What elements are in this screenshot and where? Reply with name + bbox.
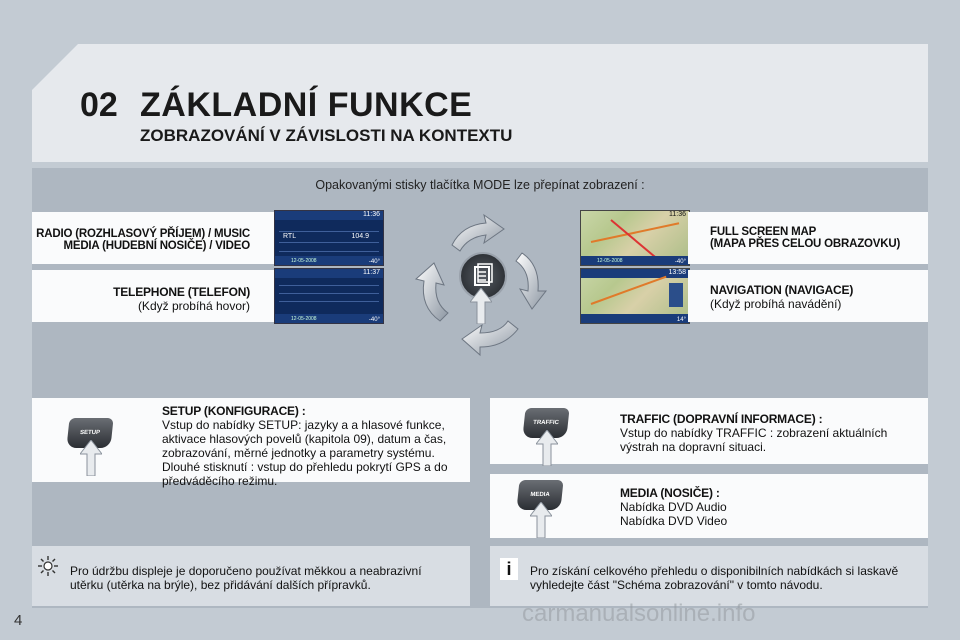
map-screen-date: 12-05-2008 [597,258,623,264]
map-screen-time: 11:36 [669,211,686,218]
media-line-2: Nabídka DVD Video [620,514,728,528]
setup-line-3: zobrazování, měrné jednotky a parametry systému. [162,446,435,460]
setup-line-5: předváděcího režimu. [162,474,278,488]
up-arrow-icon [470,288,492,324]
radio-mode-line1: RADIO (ROZHLASOVÝ PŘÍJEM) / MUSIC [36,228,250,240]
radio-mode-line2: MEDIA (HUDEBNÍ NOSIČE) / VIDEO [63,240,250,252]
phone-screen-date: 12-05-2008 [291,316,317,322]
setup-button[interactable]: SETUP [66,418,113,448]
fullmap-mode-line1: FULL SCREEN MAP [710,226,817,238]
care-note [32,546,470,606]
info-note-line-1: Pro získání celkového přehledu o disponibilních nabídkách si laskavě [530,564,899,578]
chapter-number: 02 [80,86,118,124]
setup-title: SETUP (KONFIGURACE) : [162,404,306,418]
traffic-button[interactable]: TRAFFIC [522,408,569,438]
up-arrow-icon [536,430,558,466]
navigation-mode-box [688,270,928,322]
map-screen-thumbnail [580,210,690,266]
care-note-line-1: Pro údržbu displeje je doporučeno používat měkkou a neabrazivní [70,564,422,578]
sun-icon [38,556,58,576]
info-note-line-2: vyhledejte část "Schéma zobrazování" v tomto návodu. [530,578,823,592]
telephone-mode-title: TELEPHONE (TELEFON) [113,285,250,299]
setup-line-1: Vstup do nabídky SETUP: jazyky a a hlasové funkce, [162,418,445,432]
phone-screen-temp: -40° [368,317,380,323]
fullmap-mode-line2: (MAPA PŘES CELOU OBRAZOVKU) [710,238,901,250]
radio-mode-box [32,212,274,264]
page-number: 4 [14,612,23,629]
radio-screen-freq: 104.9 [351,233,369,240]
map-screen-temp: -40° [674,259,686,265]
care-note-line-2: utěrku (utěrka na brýle), bez přidávání dalších přípravků. [70,578,371,592]
radio-screen-temp: -40° [368,259,380,265]
media-title: MEDIA (NOSIČE) : [620,486,720,500]
info-icon: i [500,558,518,580]
traffic-line-2: výstrah na dopravní situaci. [620,440,767,454]
intro-text: Opakovanými stisky tlačítka MODE lze přepínat zobrazení : [315,178,645,192]
radio-screen-thumbnail [274,210,384,266]
telephone-mode-box [32,270,274,322]
page-subtitle: ZOBRAZOVÁNÍ V ZÁVISLOSTI NA KONTEXTU [140,126,513,145]
media-button[interactable]: MEDIA [516,480,563,510]
info-note [490,546,928,606]
fullmap-mode-box [688,212,928,264]
radio-screen-time: 11:36 [363,211,380,218]
setup-line-2: aktivace hlasových povelů (kapitola 09), datum a čas, [162,432,447,446]
radio-screen-date: 12-05-2008 [291,258,317,264]
page-title: ZÁKLADNÍ FUNKCE [140,86,473,124]
phone-screen-thumbnail [274,268,384,324]
nav-screen-time: 13:58 [668,269,686,276]
navigation-mode-title: NAVIGATION (NAVIGACE) [710,283,854,297]
media-line-1: Nabídka DVD Audio [620,500,727,514]
up-arrow-icon [530,502,552,538]
up-arrow-icon [80,440,102,476]
setup-line-4: Dlouhé stisknutí : vstup do přehledu pokrytí GPS a do [162,460,448,474]
phone-screen-time: 11:37 [363,269,380,276]
navigation-mode-desc: (Když probíhá navádění) [710,297,842,311]
telephone-mode-desc: (Když probíhá hovor) [137,299,250,313]
traffic-line-1: Vstup do nabídky TRAFFIC : zobrazení aktuálních [620,426,888,440]
nav-screen-thumbnail [580,268,690,324]
traffic-title: TRAFFIC (DOPRAVNÍ INFORMACE) : [620,412,823,426]
radio-screen-station: RTL [283,233,297,240]
watermark: carmanualsonline.info [522,600,756,627]
nav-screen-temp: 14° [676,317,686,323]
